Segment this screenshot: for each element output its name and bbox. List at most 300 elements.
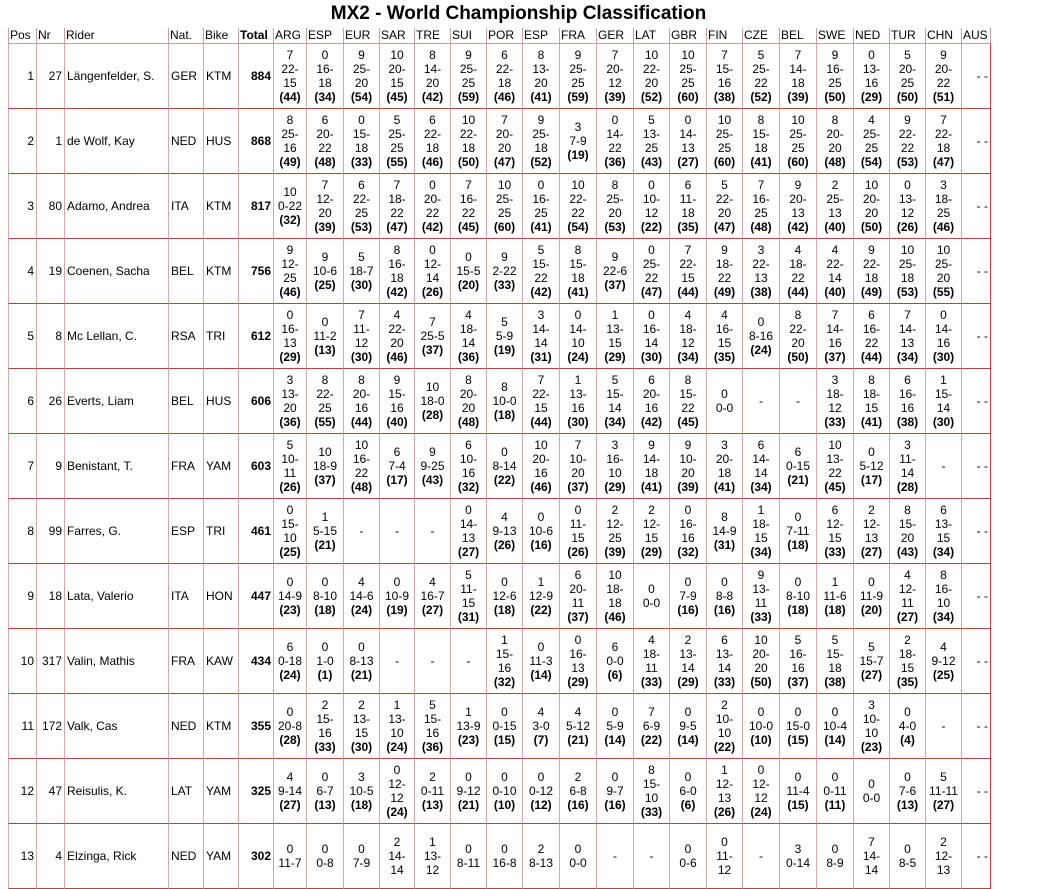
round-result-line: 11- [353, 322, 370, 336]
round-result-line: 22- [569, 192, 587, 206]
round-result-line: 5 [940, 770, 947, 784]
round-points: (33) [750, 610, 772, 624]
round-points: (25) [932, 668, 955, 682]
round-result-line: 0 [611, 113, 619, 127]
round-result-line: 1-0 [316, 654, 334, 668]
cell-rider: Längenfelder, S. [64, 44, 168, 109]
round-points: (20) [860, 603, 883, 617]
round-result-cell [853, 239, 889, 304]
round-result-line: 4 [429, 575, 436, 589]
round-result-line: 6-9 [642, 719, 661, 733]
header-round-chn[interactable]: CHN [925, 28, 961, 44]
round-result-line: 10 [828, 438, 842, 452]
round-result-line: 8 [574, 243, 582, 257]
round-points: (19) [567, 148, 589, 162]
round-result-cell [379, 629, 414, 694]
round-result-cell [742, 694, 779, 759]
round-result-line: 20 [864, 206, 879, 220]
table-row [8, 759, 991, 824]
round-result-cell [273, 369, 306, 434]
round-result-line: 16- [606, 452, 624, 466]
round-result-line: 13- [898, 192, 917, 206]
round-result-line: 8-8 [715, 589, 734, 603]
round-result-cell [925, 434, 961, 499]
round-points: (37) [604, 278, 626, 292]
round-result-line: 20- [789, 192, 807, 206]
round-result-line: 11-3 [529, 654, 553, 668]
round-points: (29) [604, 350, 626, 364]
round-result-line: 10 [571, 178, 585, 192]
round-result-line: 20 [717, 206, 732, 220]
cell-total: 606 [238, 369, 273, 434]
round-points: (31) [713, 538, 736, 552]
round-result-line: 0-8 [316, 856, 334, 870]
round-result-cell [306, 824, 343, 889]
round-result-line: 15- [679, 387, 697, 401]
round-result-cell [925, 564, 961, 629]
round-result-line: 8 [940, 568, 947, 582]
round-result-cell [343, 44, 379, 109]
round-result-cell [706, 824, 742, 889]
round-result-line: 11-2 [313, 329, 337, 343]
header-round-gbr[interactable]: GBR [669, 28, 706, 44]
round-result-line: 14- [934, 322, 953, 336]
round-result-cell [273, 824, 306, 889]
round-result-cell [486, 694, 522, 759]
round-result-cell [816, 174, 853, 239]
round-points: (32) [677, 545, 699, 559]
round-points: (44) [787, 285, 809, 299]
round-points: (59) [567, 90, 589, 104]
round-result-cell [306, 109, 343, 174]
round-result-cell [889, 239, 925, 304]
round-result-cell [343, 629, 379, 694]
round-points: (47) [386, 220, 408, 234]
cell-pos: 6 [8, 369, 36, 434]
cell-nat: NED [168, 824, 203, 889]
round-result-cell [450, 304, 486, 369]
cell-nr: 18 [36, 564, 64, 629]
round-result-line: 14- [752, 452, 770, 466]
round-result-line: 0-0 [606, 654, 624, 668]
round-result-line: 0-0 [569, 856, 587, 870]
round-result-line: 10- [715, 712, 734, 726]
cell-aus: - - [961, 369, 991, 434]
round-result-line: 13 [936, 863, 951, 877]
header-bike[interactable]: Bike [203, 28, 238, 44]
round-result-line: 10-6 [528, 524, 554, 538]
round-points: (40) [824, 220, 846, 234]
cell-rider: Lata, Valerio [64, 564, 168, 629]
cell-aus: - - [961, 174, 991, 239]
round-result-cell [273, 109, 306, 174]
round-result-cell [343, 239, 379, 304]
round-result-line: 14- [606, 127, 624, 141]
round-result-cell [522, 369, 559, 434]
header-round-esp[interactable]: ESP [306, 28, 343, 44]
header-round-cze[interactable]: CZE [742, 28, 779, 44]
round-result-line: 14 [864, 863, 879, 877]
round-result-cell [925, 174, 961, 239]
round-result-cell [596, 824, 633, 889]
round-points: (48) [457, 415, 480, 429]
round-result-cell [742, 759, 779, 824]
round-result-line: 0-0 [642, 596, 661, 610]
round-points: (49) [713, 285, 736, 299]
header-round-aus[interactable]: AUS [961, 28, 991, 44]
round-result-line: 10 [571, 336, 585, 350]
round-points: (27) [421, 603, 444, 617]
round-points: (37) [567, 610, 589, 624]
round-result-line: 13 [717, 791, 732, 805]
round-result-cell [925, 44, 961, 109]
round-result-cell [414, 369, 450, 434]
round-result-cell [379, 564, 414, 629]
round-result-cell [889, 304, 925, 369]
round-result-cell [889, 564, 925, 629]
round-points: (22) [530, 603, 552, 617]
cell-aus: - - [961, 759, 991, 824]
round-result-line: 0 [611, 705, 619, 719]
round-result-cell [706, 694, 742, 759]
round-result-line: 25- [934, 257, 953, 271]
round-result-cell [816, 109, 853, 174]
round-result-cell [853, 304, 889, 369]
round-result-cell [816, 369, 853, 434]
round-points: (17) [386, 473, 408, 487]
round-result-line: 7 [537, 373, 545, 387]
round-result-line: 13- [606, 322, 624, 336]
round-result-line: 16 [864, 76, 879, 90]
round-result-cell [669, 629, 706, 694]
header-round-sar[interactable]: SAR [379, 28, 414, 44]
header-round-tre[interactable]: TRE [414, 28, 450, 44]
round-result-line: 5-12 [859, 459, 884, 473]
round-result-line: - [649, 849, 654, 863]
round-result-cell [414, 174, 450, 239]
round-result-line: 12- [316, 192, 334, 206]
cell-rider: Benistant, T. [64, 434, 168, 499]
round-result-cell [522, 499, 559, 564]
round-result-line: 0 [648, 582, 655, 596]
round-result-line: 0 [393, 763, 401, 777]
round-result-line: 0 [684, 705, 692, 719]
cell-nat: ITA [168, 564, 203, 629]
header-round-eur[interactable]: EUR [343, 28, 379, 44]
round-result-cell [816, 824, 853, 889]
round-points: (49) [860, 285, 883, 299]
round-result-cell [522, 434, 559, 499]
round-result-cell [816, 239, 853, 304]
round-result-cell [306, 369, 343, 434]
round-result-line: 6 [904, 373, 911, 387]
round-result-line: 4 [904, 568, 911, 582]
header-nat[interactable]: Nat. [168, 28, 203, 44]
round-result-line: 0 [321, 770, 329, 784]
round-result-line: 2 [868, 503, 875, 517]
round-result-line: 16 [390, 401, 404, 415]
round-result-line: 7 [321, 178, 329, 192]
round-result-line: 15 [828, 531, 842, 545]
round-result-line: 3 [611, 438, 619, 452]
round-points: (28) [896, 480, 919, 494]
round-result-line: 14- [532, 322, 550, 336]
cell-nat: FRA [168, 434, 203, 499]
round-result-line: 20- [862, 192, 881, 206]
round-points: (19) [386, 603, 408, 617]
round-result-cell [596, 499, 633, 564]
round-result-line: 0 [321, 640, 329, 654]
round-result-cell [306, 499, 343, 564]
round-result-line: 10 [900, 243, 915, 257]
header-nr[interactable]: Nr [36, 28, 64, 44]
header-round-tur[interactable]: TUR [889, 28, 925, 44]
round-points: (60) [677, 90, 699, 104]
cell-pos: 7 [8, 434, 36, 499]
cell-nr: 1 [36, 109, 64, 174]
round-points: (37) [567, 480, 589, 494]
round-result-line: 12 [828, 401, 842, 415]
round-points: (28) [421, 408, 444, 422]
cell-pos: 1 [8, 44, 36, 109]
header-round-fra[interactable]: FRA [559, 28, 596, 44]
round-result-cell [379, 434, 414, 499]
round-result-line: 0 [684, 770, 692, 784]
round-result-line: 0 [358, 113, 365, 127]
cell-aus: - - [961, 239, 991, 304]
round-result-line: 7 [611, 48, 619, 62]
round-result-line: 16 [936, 336, 951, 350]
round-result-line: 11-9 [859, 589, 884, 603]
round-result-line: 9 [393, 373, 401, 387]
round-result-cell [306, 564, 343, 629]
round-result-line: 7 [757, 178, 765, 192]
round-result-line: 0 [501, 445, 508, 459]
header-rider[interactable]: Rider [64, 28, 168, 44]
round-result-cell [706, 564, 742, 629]
round-result-line: 3 [574, 120, 582, 134]
round-result-cell [486, 824, 522, 889]
round-result-line: 15 [390, 76, 404, 90]
round-result-line: 20 [461, 401, 476, 415]
cell-rider: Coenen, Sacha [64, 239, 168, 304]
round-result-line: 0-11 [823, 784, 847, 798]
round-result-line: 0 [429, 178, 436, 192]
round-points: (53) [350, 220, 373, 234]
header-round-por[interactable]: POR [486, 28, 522, 44]
round-result-line: 2 [904, 633, 911, 647]
round-result-line: 0 [721, 387, 728, 401]
round-result-line: 0 [501, 842, 508, 856]
round-points: (48) [314, 155, 336, 169]
round-result-line: 18-9 [312, 459, 338, 473]
round-result-line: 0-22 [277, 199, 303, 213]
round-result-line: 9 [465, 48, 472, 62]
round-result-cell [306, 174, 343, 239]
round-result-line: 2 [940, 835, 947, 849]
round-result-line: 0 [757, 763, 765, 777]
round-result-line: 1 [393, 698, 401, 712]
header-round-sui[interactable]: SUI [450, 28, 486, 44]
round-result-line: 8 [721, 510, 728, 524]
round-result-cell [306, 629, 343, 694]
round-result-cell [486, 499, 522, 564]
round-result-line: 6-0 [679, 784, 697, 798]
cell-bike: KTM [203, 174, 238, 239]
header-round-bel[interactable]: BEL [779, 28, 816, 44]
round-result-line: 10-6 [312, 264, 338, 278]
cell-total: 447 [238, 564, 273, 629]
round-result-line: 10- [862, 712, 881, 726]
round-result-cell [816, 44, 853, 109]
round-result-line: 20 [681, 466, 695, 480]
round-points: (17) [860, 473, 883, 487]
round-result-cell [343, 174, 379, 239]
round-points: (30) [350, 740, 373, 754]
round-points: (53) [896, 285, 919, 299]
round-points: (47) [640, 285, 663, 299]
table-row [8, 629, 991, 694]
header-round-swe[interactable]: SWE [816, 28, 853, 44]
round-result-cell [379, 824, 414, 889]
round-result-line: 3 [286, 373, 294, 387]
table-row [8, 499, 991, 564]
round-result-line: 0 [286, 705, 294, 719]
round-result-cell [853, 824, 889, 889]
round-result-line: 18 [936, 141, 951, 155]
round-result-line: 16- [679, 517, 697, 531]
round-points: (33) [824, 545, 846, 559]
header-round-esp[interactable]: ESP [522, 28, 559, 44]
round-points: (13) [421, 798, 444, 812]
round-result-line: 0 [465, 250, 472, 264]
round-result-line: 18- [642, 647, 661, 661]
round-result-line: 3 [358, 770, 365, 784]
round-result-cell [779, 44, 816, 109]
round-points: (23) [860, 740, 883, 754]
round-result-cell [779, 824, 816, 889]
round-result-line: 14- [642, 452, 661, 466]
round-result-cell [853, 369, 889, 434]
round-result-line: 9-7 [606, 784, 624, 798]
round-result-cell [925, 499, 961, 564]
round-points: (32) [457, 480, 480, 494]
page-title: MX2 - World Championship Classification [330, 3, 707, 24]
round-result-line: 18 [791, 76, 805, 90]
round-result-line: 22 [354, 466, 369, 480]
round-result-line: 0 [904, 178, 911, 192]
round-result-line: 6 [286, 640, 294, 654]
round-result-line: 0 [501, 705, 508, 719]
round-result-line: 16 [534, 466, 548, 480]
header-round-arg[interactable]: ARG [273, 28, 306, 44]
round-result-cell [414, 239, 450, 304]
round-result-cell [486, 44, 522, 109]
round-points: (24) [750, 805, 772, 819]
round-result-line: 13 [900, 336, 915, 350]
round-result-line: 12- [826, 517, 844, 531]
round-result-line: 12 [608, 76, 622, 90]
round-result-line: 5 [904, 48, 911, 62]
round-result-line: 15- [495, 647, 514, 661]
round-result-line: 20 [791, 336, 805, 350]
cell-total: 884 [238, 44, 273, 109]
round-result-line: 16- [281, 322, 299, 336]
round-result-cell [273, 759, 306, 824]
round-points: (31) [530, 350, 552, 364]
header-total[interactable]: Total [238, 28, 273, 44]
round-result-line: 15-7 [859, 654, 884, 668]
round-result-line: 20-8 [277, 719, 303, 733]
round-result-cell [925, 759, 961, 824]
header-round-fin[interactable]: FIN [706, 28, 742, 44]
round-result-line: 8 [393, 243, 401, 257]
round-result-line: 7-6 [898, 784, 917, 798]
round-result-cell [450, 759, 486, 824]
round-points: (54) [350, 90, 373, 104]
round-result-cell [379, 759, 414, 824]
round-points: (34) [677, 350, 699, 364]
round-points: (15) [787, 798, 809, 812]
round-result-cell [450, 499, 486, 564]
round-result-cell [414, 304, 450, 369]
round-points: (27) [860, 545, 883, 559]
cell-nr: 317 [36, 629, 64, 694]
round-points: (54) [860, 155, 883, 169]
round-points: (22) [640, 220, 663, 234]
round-result-line: 2 [393, 835, 401, 849]
round-result-line: 0 [721, 835, 728, 849]
round-result-line: 0-14 [785, 856, 811, 870]
header-round-ned[interactable]: NED [853, 28, 889, 44]
header-round-lat[interactable]: LAT [633, 28, 669, 44]
round-result-cell [889, 694, 925, 759]
cell-nr: 19 [36, 239, 64, 304]
header-round-ger[interactable]: GER [596, 28, 633, 44]
round-result-cell [522, 564, 559, 629]
round-points: (14) [530, 668, 552, 682]
round-points: (20) [457, 278, 480, 292]
round-result-line: 4 [465, 308, 472, 322]
round-result-line: 25- [715, 127, 734, 141]
round-result-line: 14 [754, 466, 768, 480]
round-points: (24) [386, 805, 408, 819]
round-result-line: 9 [501, 250, 508, 264]
round-points: (46) [386, 350, 408, 364]
round-result-line: 7-9 [569, 134, 587, 148]
round-result-line: 6 [393, 445, 401, 459]
round-result-line: 0-12 [528, 784, 554, 798]
round-result-line: 0 [465, 770, 472, 784]
round-result-cell [559, 239, 596, 304]
round-result-line: 11-7 [278, 856, 302, 870]
round-points: (46) [932, 220, 955, 234]
round-result-line: 12- [281, 257, 299, 271]
round-points: (48) [350, 480, 373, 494]
round-points: (29) [567, 675, 589, 689]
round-result-line: 10 [354, 438, 369, 452]
round-result-cell [486, 109, 522, 174]
round-result-line: 20 [644, 76, 659, 90]
round-result-line: 25 [717, 141, 732, 155]
round-points: (48) [824, 155, 846, 169]
header-pos[interactable]: Pos [8, 28, 36, 44]
round-result-line: 0 [574, 308, 582, 322]
round-result-cell [742, 44, 779, 109]
round-result-line: 9 [794, 178, 802, 192]
round-result-line: 2 [429, 770, 436, 784]
round-result-line: 25 [644, 141, 659, 155]
